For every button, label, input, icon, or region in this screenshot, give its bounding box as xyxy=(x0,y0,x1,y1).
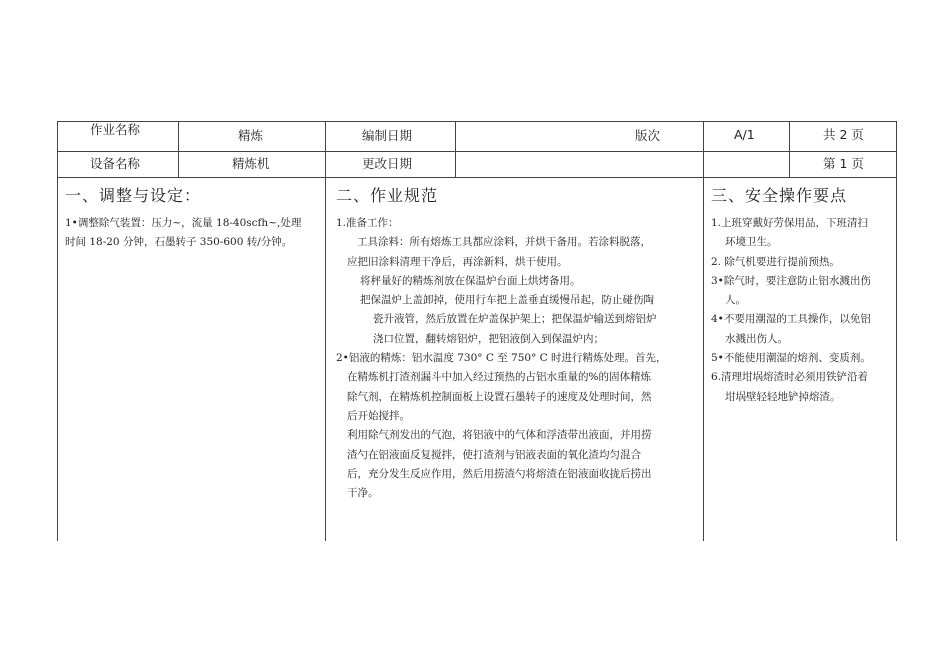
body-line: 2•铝液的精炼：铝水温度 730° C 至 750° C 时进行精炼处理。首先， xyxy=(336,352,667,365)
table-row-divider-1 xyxy=(57,151,897,152)
compile-date-label: 编制日期 xyxy=(362,128,413,143)
body-line: 水溅出伤人。 xyxy=(725,332,788,345)
body-line: 时间 18-20 分钟，石墨转子 350-600 转/分钟。 xyxy=(65,236,293,249)
table-row-divider-2 xyxy=(57,177,897,178)
total-pages: 共 2 页 xyxy=(823,127,864,142)
job-name-label: 作业名称 xyxy=(90,122,141,137)
body-line: 人。 xyxy=(725,294,746,307)
version-value: A/1 xyxy=(734,127,755,142)
body-line: 1.上班穿戴好劳保用品，下班清扫 xyxy=(711,217,869,229)
header-divider-a xyxy=(178,121,179,177)
body-line: 1.准备工作： xyxy=(336,217,399,229)
body-line: 渣勺在铝液面反复搅拌，使打渣剂与铝液表面的氧化渣均匀混合 xyxy=(347,448,641,461)
table-border-right xyxy=(896,121,897,541)
body-line: 环境卫生。 xyxy=(725,236,778,249)
body-line: 浇口位置，翻转熔铝炉，把铝液倒入到保温炉内； xyxy=(373,332,604,345)
body-line: 1•调整除气装置：压力~，流量 18-40scfh~,处理 xyxy=(65,217,302,229)
header-divider-b xyxy=(455,121,456,177)
work-instruction-sheet xyxy=(57,121,897,541)
page-number: 第 1 页 xyxy=(823,156,864,171)
spec-section-title: 二、作业规范 xyxy=(336,186,439,205)
change-date-label: 更改日期 xyxy=(362,156,413,171)
body-line: 除气剂，在精炼机控制面板上设置石墨转子的速度及处理时间，然 xyxy=(347,390,652,403)
job-name-value: 精炼 xyxy=(238,128,264,143)
equipment-name-value: 精炼机 xyxy=(232,156,270,171)
body-line: 后开始搅拌。 xyxy=(347,409,410,422)
body-line: 后，充分发生反应作用，然后用捞渣勺将熔渣在铝液面收拢后捞出 xyxy=(347,467,652,480)
body-line: 2. 除气机要进行提前预热。 xyxy=(711,255,840,268)
spec-section-body xyxy=(336,214,698,503)
adjust-section-body xyxy=(65,214,320,253)
safety-section-title: 三、安全操作要点 xyxy=(711,186,848,205)
body-line: 将秤量好的精炼剂放在保温炉台面上烘烤备用。 xyxy=(360,274,581,287)
body-line: 在精炼机打渣剂漏斗中加入经过预热的占铝水重量的%的固体精炼 xyxy=(347,371,651,384)
body-line: 把保温炉上盖卸掉，使用行车把上盖垂直缓慢吊起，防止碰伤陶 xyxy=(360,294,654,307)
table-border-top xyxy=(57,121,897,122)
body-line: 4•不要用潮湿的工具操作，以免铝 xyxy=(711,313,871,326)
body-line: 3•除气时，要注意防止铝水溅出伤 xyxy=(711,274,871,287)
body-line: 瓷升液管，然后放置在炉盖保护架上；把保温炉输送到熔铝炉 xyxy=(373,313,657,326)
column-divider-2 xyxy=(703,121,704,541)
table-border-left xyxy=(57,121,58,541)
body-line: 工具涂料：所有熔炼工具都应涂料，并烘干备用。若涂料脱落， xyxy=(357,236,651,249)
body-line: 坩埚壁轻轻地铲掉熔渣。 xyxy=(725,390,841,403)
version-label: 版次 xyxy=(635,128,661,143)
body-line: 5•不能使用潮湿的熔剂、变质剂。 xyxy=(711,352,871,365)
equipment-name-label: 设备名称 xyxy=(90,156,141,171)
safety-section-body xyxy=(711,214,893,407)
header-divider-c xyxy=(789,121,790,177)
column-divider-1 xyxy=(325,121,326,541)
adjust-section-title: 一、调整与设定： xyxy=(65,186,202,205)
body-line: 应把旧涂料清理干净后，再涂新料，烘干使用。 xyxy=(347,255,568,268)
body-line: 6.清理坩埚熔渣时必须用铁铲沿着 xyxy=(711,371,869,384)
body-line: 干净。 xyxy=(347,487,379,500)
body-line: 利用除气剂发出的气泡，将铝液中的气体和浮渣带出液面，并用捞 xyxy=(347,429,652,442)
